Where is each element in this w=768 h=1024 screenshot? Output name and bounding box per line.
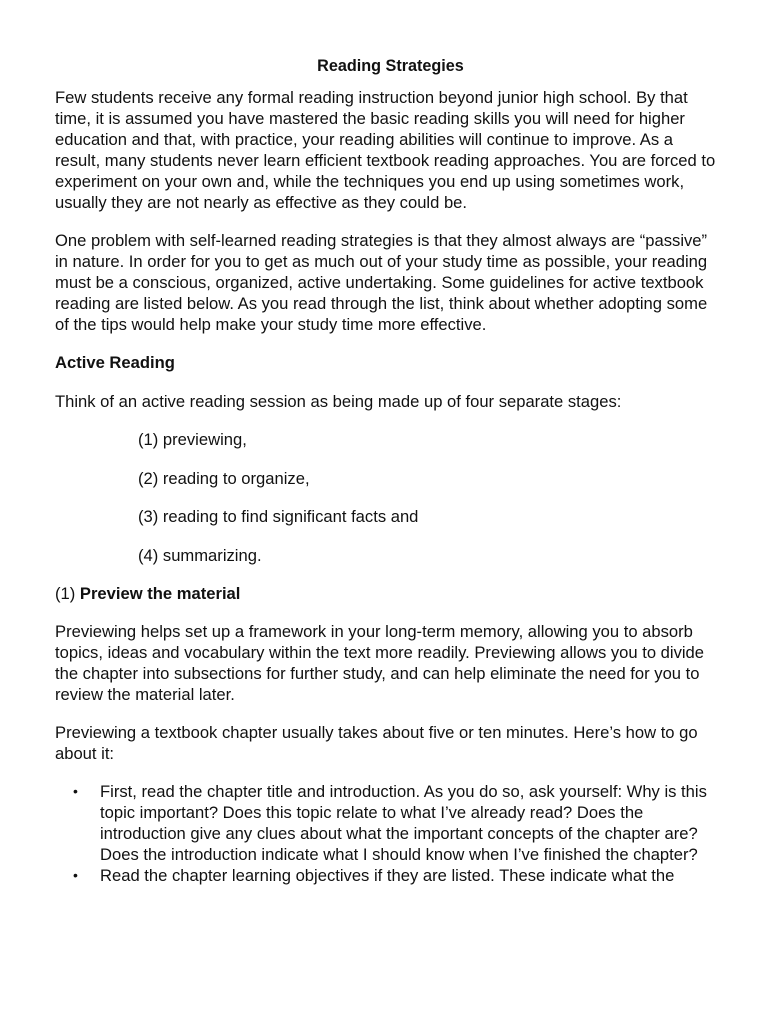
document-title: Reading Strategies	[317, 57, 464, 75]
stage-item: (4) summarizing.	[138, 545, 262, 565]
list-item: • Read the chapter learning objectives if they are listed. These indicate what the	[55, 865, 716, 886]
preview-paragraph-1: Previewing helps set up a framework in your long-term memory, allowing you to absorb topics, ideas and vocabulary within the text more readily. Previewing allows you to divide the chapter into subsections for further study, and can help eliminate the need for you to review the material later.	[55, 622, 705, 704]
stage-item: (3) reading to find significant facts and	[138, 507, 419, 526]
preview-paragraph-2: Previewing a textbook chapter usually takes about five or ten minutes. Here’s how to go about it:	[55, 723, 698, 763]
stages-intro: Think of an active reading session as being made up of four separate stages:	[55, 392, 622, 411]
stage-item: (1) previewing,	[138, 430, 247, 449]
preview-tips-list	[55, 781, 716, 886]
section-heading-active-reading: Active Reading	[55, 353, 175, 372]
intro-paragraph-1: Few students receive any formal reading instruction beyond junior high school. By that time, it is assumed you have mastered the basic reading skills you will need for higher education and that, with practice, your reading abilities will continue to improve. As a result, many students never learn efficient textbook reading approaches. You are forced to experiment on your own and, while the techniques you end up using sometimes work, usually they are not nearly as effective as they could be.	[55, 88, 716, 212]
subsection-heading	[55, 583, 716, 604]
intro-paragraph-2: One problem with self-learned reading strategies is that they almost always are “passive” in nature. In order for you to get as much out of your study time as possible, your reading must be a conscious, organized, active undertaking. Some guidelines for active textbook reading are listed below. As you read through the list, think about whether adopting some of the tips would help make your study time more effective.	[55, 231, 708, 334]
stages-list	[138, 429, 716, 566]
subsection-number: (1)	[55, 584, 76, 603]
list-item: • First, read the chapter title and introduction. As you do so, ask yourself: Why is this topic important? Does this topic relate to what I’ve already read? Does the introduction give any clues about what the important concepts of the chapter are? Does the introduction indicate what I should know when I’ve finished the chapter?	[55, 781, 716, 865]
subsection-title: Preview the material	[79, 584, 241, 603]
stage-item: (2) reading to organize,	[138, 468, 310, 488]
